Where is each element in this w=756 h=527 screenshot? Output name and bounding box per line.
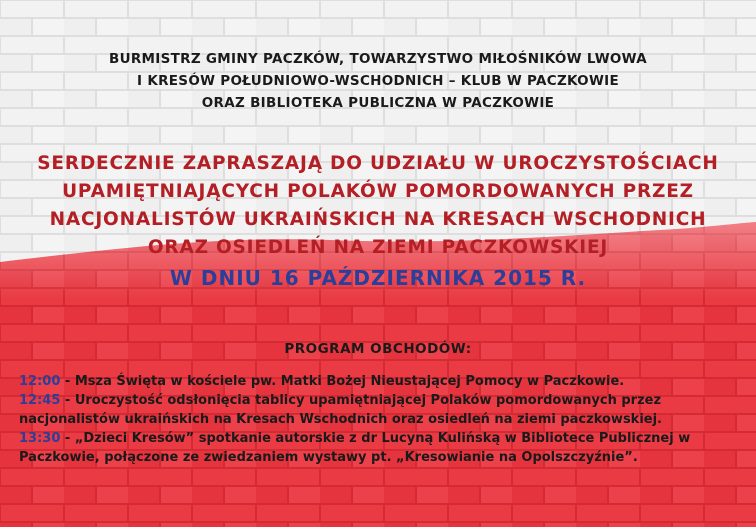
program-item-separator: - — [60, 431, 75, 446]
organizers-line-1: BURMISTRZ GMINY PACZKÓW, TOWARZYSTWO MIŁOŚNIKÓW LWOWA — [109, 51, 647, 67]
program-item — [19, 391, 739, 429]
invitation-line-4: ORAZ OSIEDLEŃ NA ZIEMI PACZKOWSKIEJ — [147, 237, 609, 258]
program-item-separator: - — [60, 374, 75, 389]
organizers-block — [0, 48, 756, 114]
organizers-line-3: ORAZ BIBLIOTEKA PUBLICZNA W PACZKOWIE — [201, 95, 555, 111]
program-item-time: 12:00 — [19, 374, 61, 389]
program-item-text: Msza Święta w kościele pw. Matki Bożej Nieustającej Pomocy w Paczkowie. — [74, 374, 625, 389]
program-list — [19, 372, 739, 467]
program-title: PROGRAM OBCHODÓW: — [284, 341, 472, 357]
invitation-line-3: NACJONALISTÓW UKRAIŃSKICH NA KRESACH WSCHODNICH — [49, 209, 707, 230]
invitation-line-2: UPAMIĘTNIAJĄCYCH POLAKÓW POMORDOWANYCH PRZEZ — [62, 181, 694, 202]
invitation-heading — [0, 150, 756, 262]
event-date: W DNIU 16 PAŹDZIERNIKA 2015 R. — [169, 266, 587, 290]
program-item-time: 12:45 — [19, 393, 61, 408]
organizers-line-2: I KRESÓW POŁUDNIOWO-WSCHODNICH – KLUB W PACZKOWIE — [137, 73, 619, 89]
invitation-line-1: SERDECZNIE ZAPRASZAJĄ DO UDZIAŁU W UROCZYSTOŚCIACH — [37, 153, 719, 174]
program-item-separator: - — [60, 393, 75, 408]
program-item-time: 13:30 — [19, 431, 61, 446]
program-item-text: Uroczystość odsłonięcia tablicy upamiętniającej Polaków pomordowanych przez nacjonalistów ukraińskich na Kresach Wschodnich oraz osiedleń na ziemi paczkowskiej. — [19, 393, 662, 427]
program-item — [19, 429, 739, 467]
program-item-text: „Dzieci Kresów” spotkanie autorskie z dr Lucyną Kulińską w Bibliotece Publicznej w Paczkowie, połączone ze zwiedzaniem wystawy pt. „Kresowianie na Opolszczyźnie”. — [19, 431, 691, 465]
program-item — [19, 372, 739, 391]
